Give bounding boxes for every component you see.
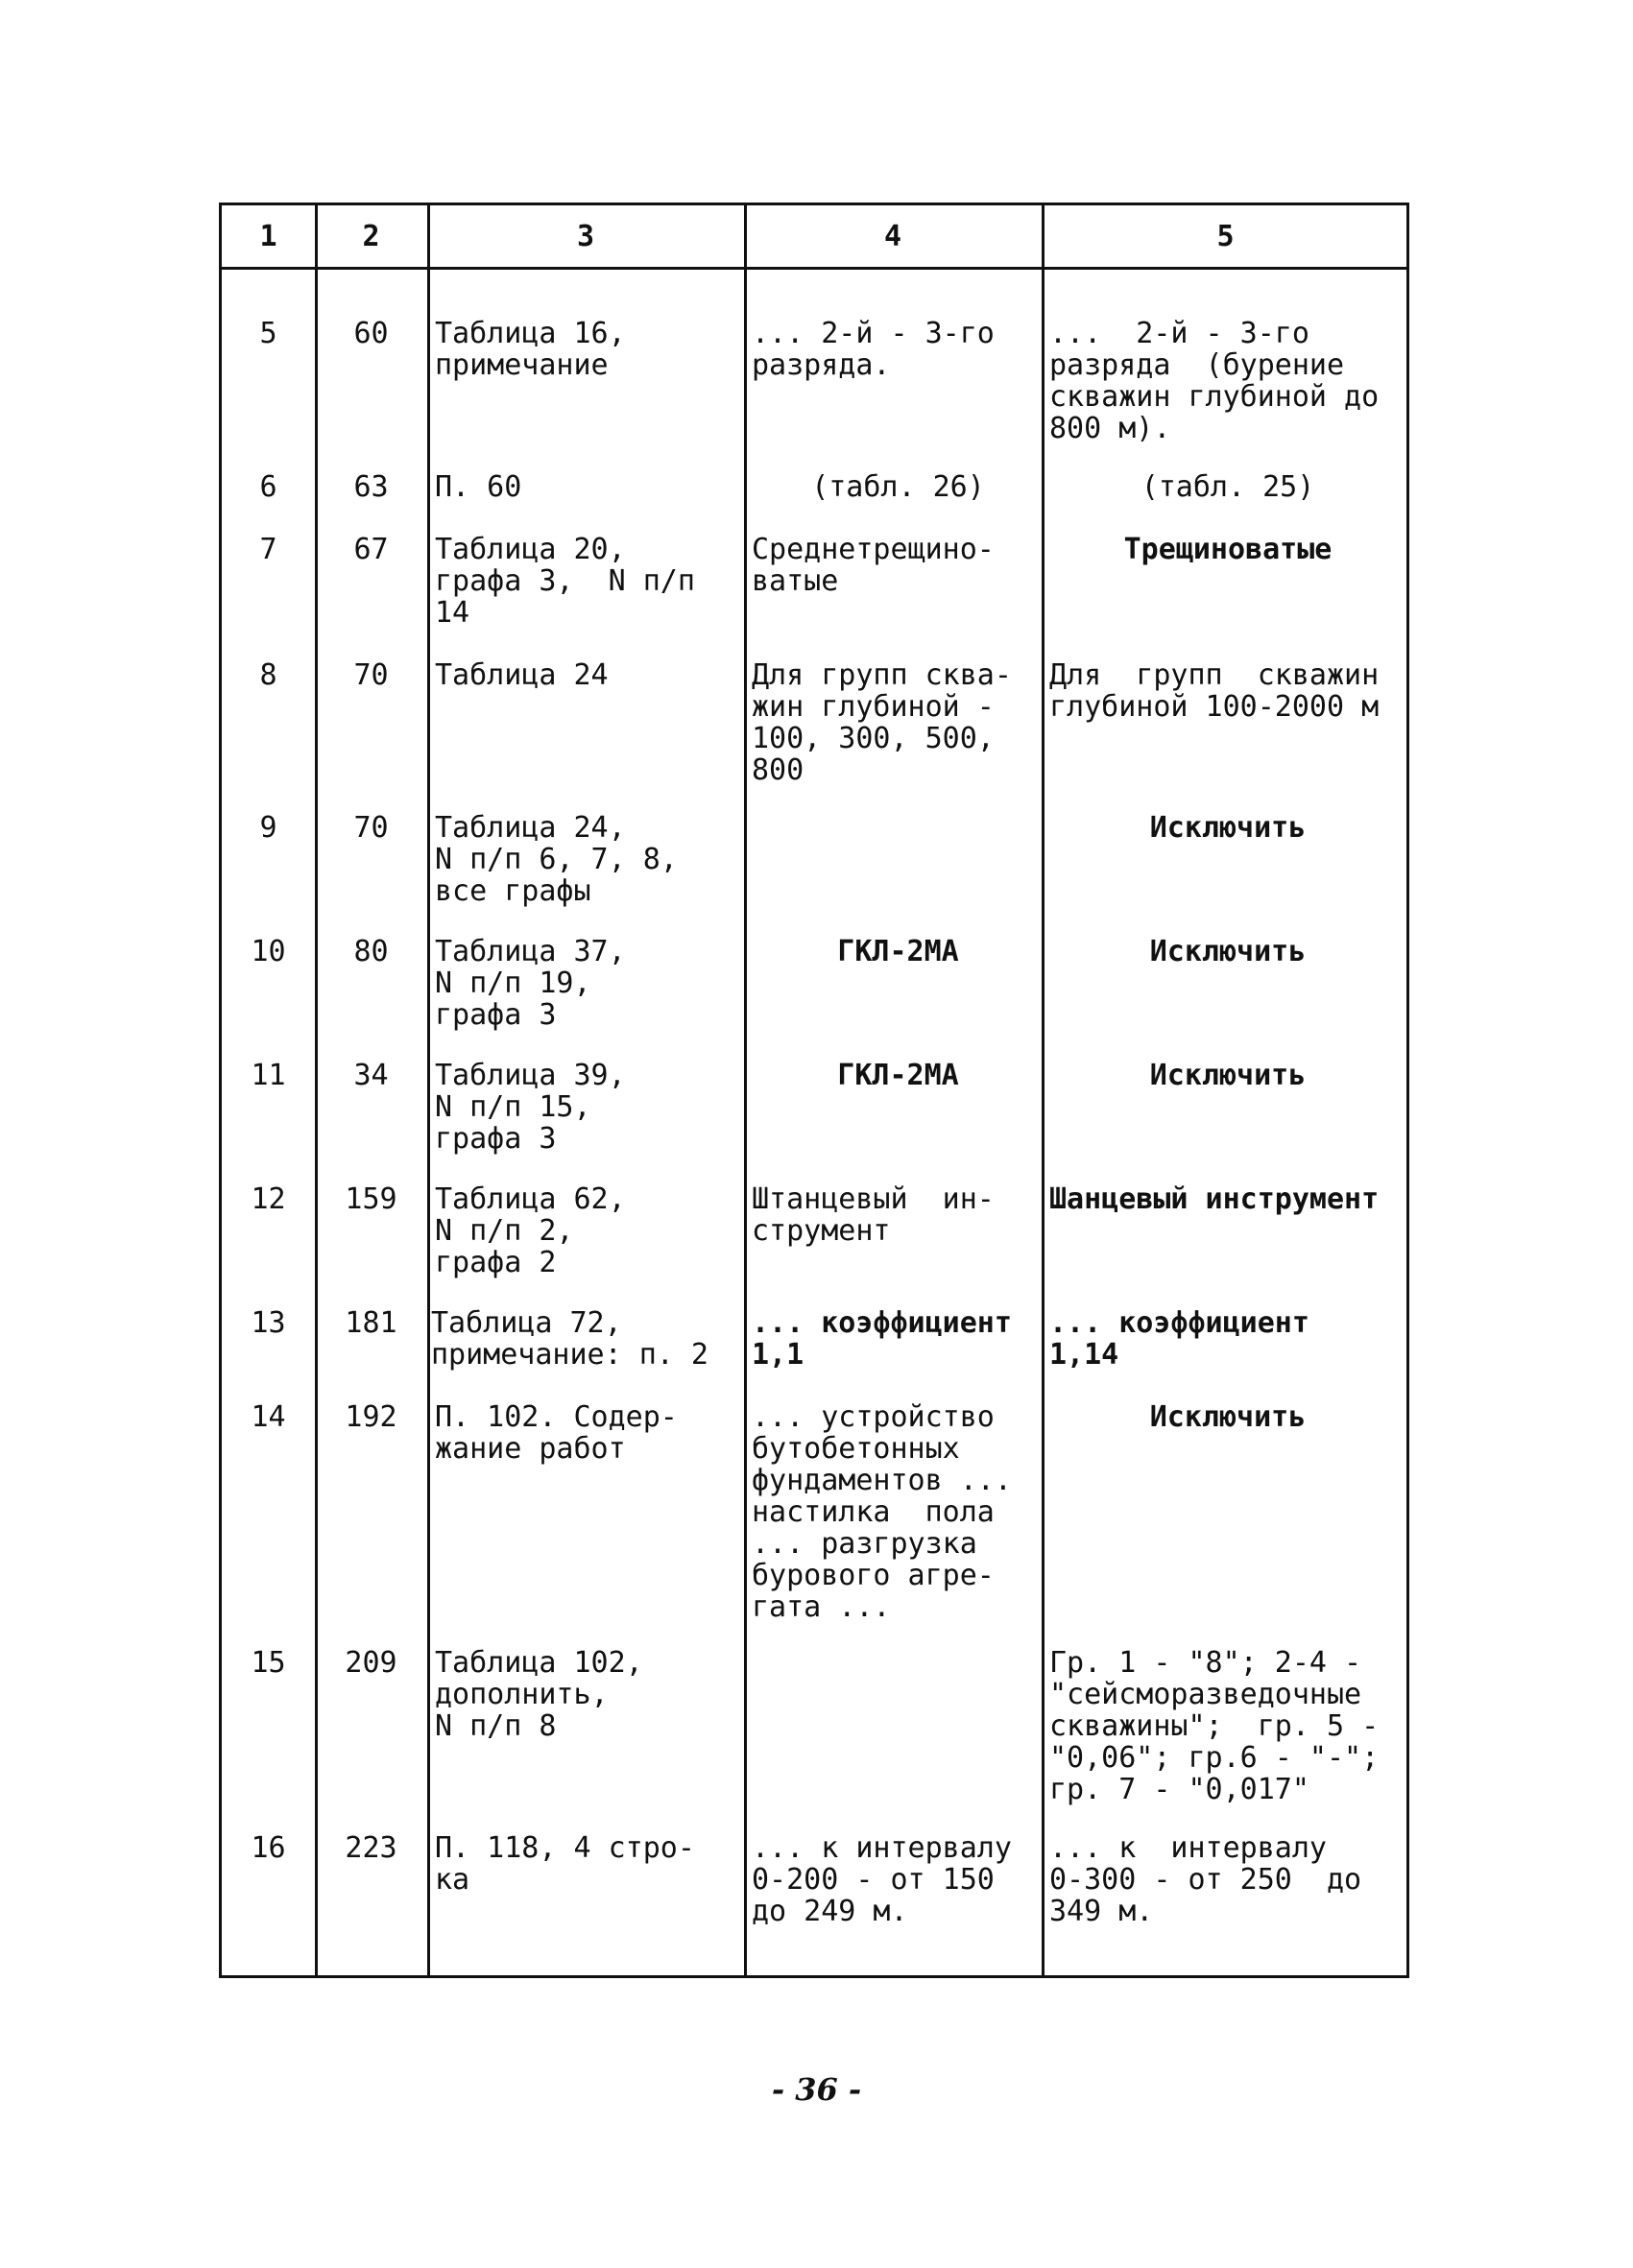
row-number: 10 <box>251 935 286 968</box>
row-location: Таблица 16, примечание <box>435 317 626 382</box>
row-page: 159 <box>345 1182 397 1216</box>
row-should-be: ... к интервалу 0-300 - от 250 до 349 м. <box>1049 1831 1362 1928</box>
row-number: 14 <box>251 1400 286 1434</box>
row-printed: ... 2-й - 3-го разряда. <box>752 317 995 382</box>
row-should-be: Шанцевый инструмент <box>1049 1182 1380 1216</box>
row-should-be: ... коэффициент 1,14 <box>1049 1306 1309 1372</box>
row-printed: Среднетрещино- ватые <box>752 533 995 598</box>
row-location: Таблица 24, N п/п 6, 7, 8, все графы <box>435 811 678 908</box>
row-location: Таблица 72, примечание: п. 2 <box>431 1306 708 1372</box>
header-col-5: 5 <box>1216 219 1235 253</box>
row-number: 5 <box>259 317 277 350</box>
row-number: 9 <box>259 811 277 845</box>
row-printed: ... устройство бутобетонных фундаментов ... настилка пола ... разгрузка бурового агре- гата ... <box>752 1400 1012 1624</box>
row-should-be: Исключить <box>1149 1400 1307 1434</box>
row-location: П. 102. Содер- жание работ <box>435 1400 678 1466</box>
header-col-4: 4 <box>883 219 902 253</box>
row-page: 34 <box>353 1059 389 1092</box>
header-col-1: 1 <box>259 219 277 253</box>
row-page: 181 <box>345 1306 397 1340</box>
row-location: Таблица 20, графа 3, N п/п 14 <box>435 533 695 630</box>
row-location: Таблица 62, N п/п 2, графа 2 <box>435 1182 626 1279</box>
row-location: П. 60 <box>435 470 522 504</box>
row-location: Таблица 102, дополнить, N п/п 8 <box>435 1646 643 1743</box>
row-number: 16 <box>251 1831 286 1865</box>
row-should-be: Гр. 1 - "8"; 2-4 - "сейсморазведочные скважины"; гр. 5 - "0,06"; гр.6 - "-"; гр. 7 - "0,017" <box>1049 1646 1380 1806</box>
row-printed: Для групп сква- жин глубиной - 100, 300, 500, 800 <box>752 658 1012 787</box>
row-should-be: ... 2-й - 3-го разряда (бурение скважин глубиной до 800 м). <box>1049 317 1380 445</box>
row-should-be: Трещиноватые <box>1123 533 1333 566</box>
row-number: 13 <box>251 1306 286 1340</box>
row-printed: (табл. 26) <box>811 470 985 504</box>
row-number: 11 <box>251 1059 286 1092</box>
row-printed: ГКЛ-2МА <box>837 935 959 968</box>
row-location: Таблица 39, N п/п 15, графа 3 <box>435 1059 626 1156</box>
row-page: 209 <box>345 1646 397 1680</box>
row-page: 80 <box>353 935 389 968</box>
header-divider <box>222 267 1406 270</box>
row-number: 7 <box>259 533 277 566</box>
row-should-be: Исключить <box>1149 1059 1307 1092</box>
header-col-3: 3 <box>576 219 595 253</box>
row-printed: ... коэффициент 1,1 <box>752 1306 1012 1372</box>
row-page: 70 <box>353 658 389 692</box>
corrections-table <box>219 203 1409 1978</box>
row-printed: ГКЛ-2МА <box>837 1059 959 1092</box>
row-should-be: (табл. 25) <box>1141 470 1315 504</box>
row-number: 8 <box>259 658 277 692</box>
page-number: - 36 - <box>771 2071 862 2108</box>
row-should-be: Исключить <box>1149 935 1307 968</box>
row-number: 12 <box>251 1182 286 1216</box>
row-number: 6 <box>259 470 277 504</box>
row-location: Таблица 24 <box>435 658 609 692</box>
row-number: 15 <box>251 1646 286 1680</box>
row-page: 223 <box>345 1831 397 1865</box>
row-should-be: Для групп скважин глубиной 100-2000 м <box>1049 658 1380 724</box>
row-printed: Штанцевый ин- струмент <box>752 1182 995 1248</box>
row-page: 67 <box>353 533 389 566</box>
row-should-be: Исключить <box>1149 811 1307 845</box>
row-location: Таблица 37, N п/п 19, графа 3 <box>435 935 626 1032</box>
header-col-2: 2 <box>362 219 380 253</box>
row-page: 60 <box>353 317 389 350</box>
row-page: 192 <box>345 1400 397 1434</box>
row-location: П. 118, 4 стро- ка <box>435 1831 695 1897</box>
row-printed: ... к интервалу 0-200 - от 150 до 249 м. <box>752 1831 1012 1928</box>
column-divider <box>427 205 430 1975</box>
row-page: 70 <box>353 811 389 845</box>
row-page: 63 <box>353 470 389 504</box>
